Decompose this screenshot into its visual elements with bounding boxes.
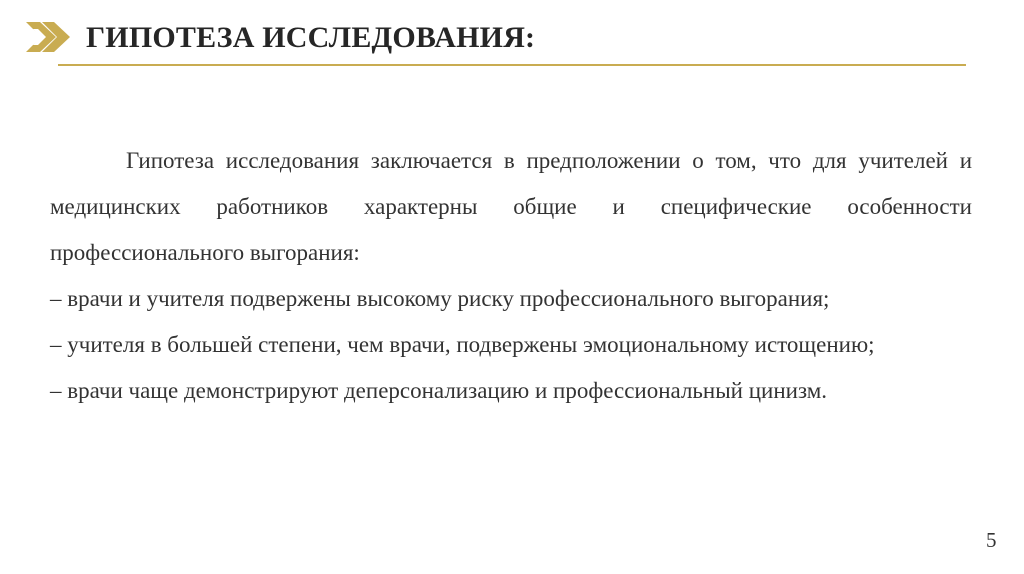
double-chevron-right-icon xyxy=(24,20,72,54)
title-divider xyxy=(58,64,966,66)
hypothesis-paragraph: Гипотеза исследования заключается в предположении о том, что для учителей и медицинских работников характерны общие и специфические особенности профессионального выгорания: xyxy=(50,148,972,265)
list-item: – врачи чаще демонстрируют деперсонализацию и профессиональный цинизм. xyxy=(50,378,828,403)
list-item: – учителя в большей степени, чем врачи, подвержены эмоциональному истощению; xyxy=(50,332,875,357)
slide-title: ГИПОТЕЗА ИССЛЕДОВАНИЯ: xyxy=(86,21,536,54)
page-number: 5 xyxy=(986,528,997,552)
slide-body xyxy=(50,138,972,414)
list-item: – врачи и учителя подвержены высокому риску профессионального выгорания; xyxy=(50,286,830,311)
